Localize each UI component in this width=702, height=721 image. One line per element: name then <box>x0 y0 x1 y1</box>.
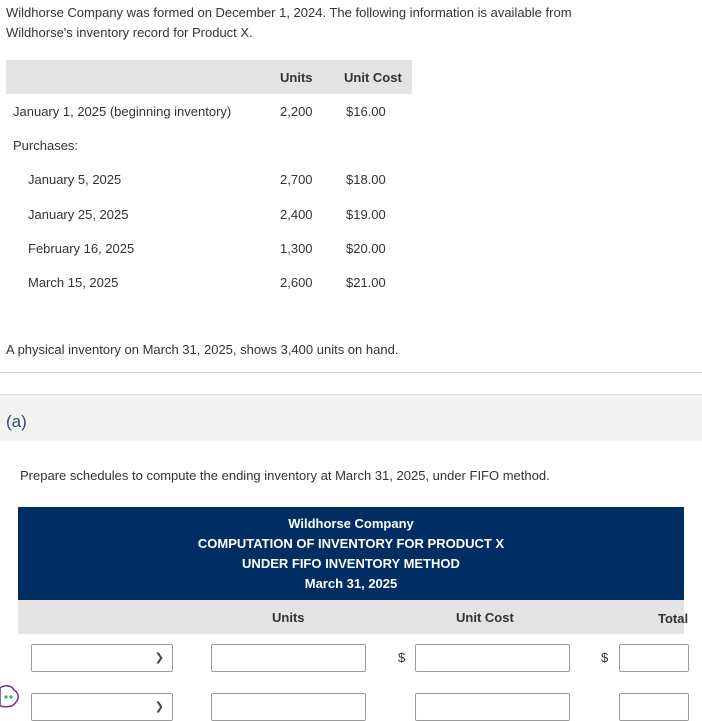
purchase-units: 1,300 <box>280 241 313 256</box>
purchase-date: February 16, 2025 <box>28 241 135 256</box>
purchases-label: Purchases: <box>13 138 79 153</box>
purchase-date: March 15, 2025 <box>28 275 119 290</box>
dollar-sign: $ <box>398 650 406 665</box>
unit-cost-input[interactable] <box>415 693 570 721</box>
schedule-header <box>18 507 684 600</box>
section-divider <box>0 372 702 373</box>
beginning-inventory-label: January 1, 2025 (beginning inventory) <box>13 104 232 119</box>
chevron-down-icon: ❯ <box>154 701 164 713</box>
units-input[interactable] <box>211 644 366 672</box>
schedule-title: COMPUTATION OF INVENTORY FOR PRODUCT X <box>197 536 505 551</box>
purchase-unit-cost: $21.00 <box>346 275 386 290</box>
schedule-column-header <box>18 600 684 634</box>
total-input[interactable] <box>619 644 689 672</box>
purchase-units: 2,700 <box>280 172 313 187</box>
schedule-col-total: Total <box>658 611 689 626</box>
beginning-inventory-unit-cost: $16.00 <box>346 104 386 119</box>
part-label: (a) <box>6 412 27 431</box>
intro-line-2: Wildhorse's inventory record for Product X. <box>6 25 253 40</box>
intro-line-1: Wildhorse Company was formed on December 1, 2024. The following information is available from <box>6 5 572 20</box>
purchase-date: January 5, 2025 <box>28 172 122 187</box>
total-input[interactable] <box>619 693 689 721</box>
schedule-col-total-clip <box>658 610 689 630</box>
description-select[interactable] <box>31 644 173 672</box>
schedule-col-units: Units <box>272 610 305 625</box>
physical-inventory-note: A physical inventory on March 31, 2025, shows 3,400 units on hand. <box>6 342 399 357</box>
helper-blob-icon[interactable] <box>0 684 22 708</box>
chevron-down-icon: ❯ <box>154 652 164 664</box>
purchase-units: 2,600 <box>280 275 313 290</box>
schedule-col-unit-cost: Unit Cost <box>456 610 514 625</box>
dollar-sign: $ <box>601 650 609 665</box>
purchase-units: 2,400 <box>280 207 313 222</box>
part-band <box>0 394 702 441</box>
schedule-company-name: Wildhorse Company <box>288 516 414 531</box>
beginning-inventory-units: 2,200 <box>280 104 313 119</box>
purchase-unit-cost: $18.00 <box>346 172 386 187</box>
purchase-date: January 25, 2025 <box>28 207 129 222</box>
purchase-unit-cost: $20.00 <box>346 241 386 256</box>
unit-cost-input[interactable] <box>415 644 570 672</box>
col-header-unit-cost: Unit Cost <box>344 70 402 85</box>
purchase-unit-cost: $19.00 <box>346 207 386 222</box>
schedule-date: March 31, 2025 <box>304 576 398 591</box>
part-instruction: Prepare schedules to compute the ending inventory at March 31, 2025, under FIFO method. <box>20 468 550 483</box>
schedule-method: UNDER FIFO INVENTORY METHOD <box>242 556 460 571</box>
col-header-units: Units <box>280 70 313 85</box>
description-select[interactable] <box>31 693 173 721</box>
problem-intro <box>6 3 686 43</box>
units-input[interactable] <box>211 693 366 721</box>
